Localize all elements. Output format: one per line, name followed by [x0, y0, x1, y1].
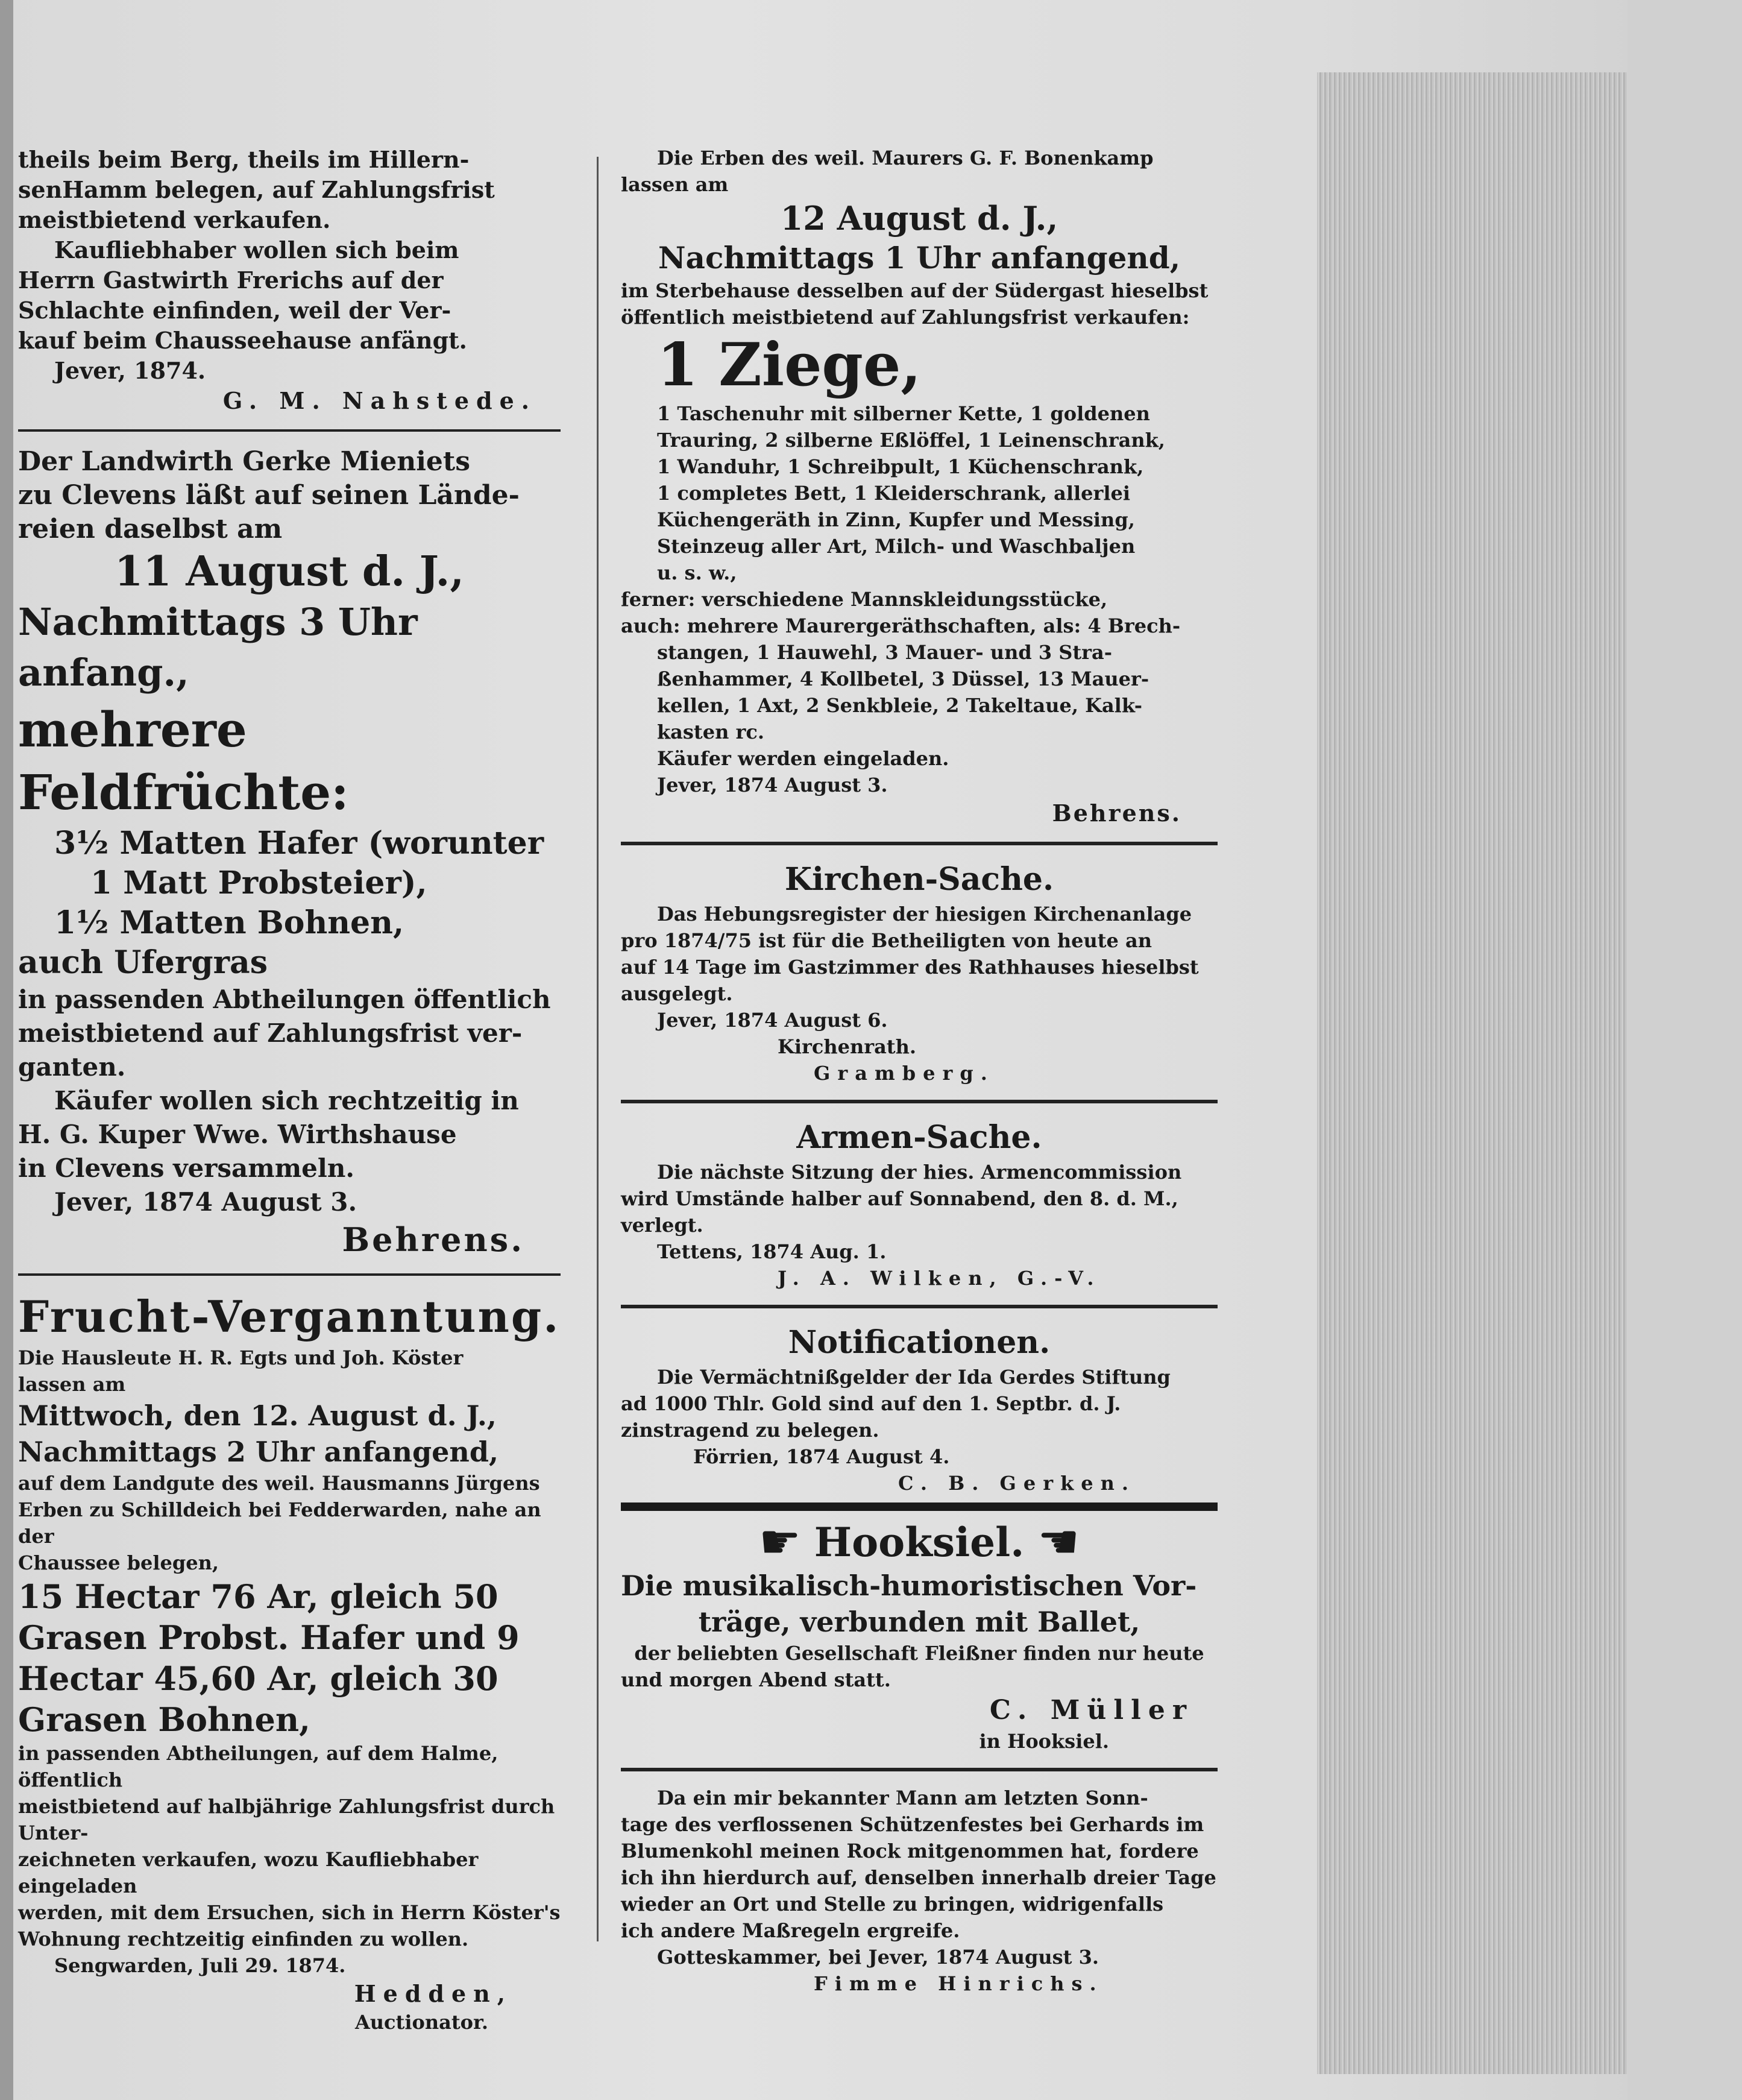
ad-signer-place: in Hooksiel. [979, 1730, 1109, 1753]
ad-item: 1 Taschenuhr mit silberner Kette, 1 goldenen [657, 402, 1150, 425]
text-line: lassen am [18, 1373, 126, 1396]
book-gutter-left [0, 0, 13, 2100]
ad-item: u. s. w., [657, 561, 737, 584]
ad-separator [621, 1305, 1218, 1308]
hooksiel-heading-row [621, 1517, 1218, 1568]
book-margin-right [1627, 0, 1742, 2100]
book-page-edges [1317, 72, 1630, 2074]
ad-hinrichs [621, 1785, 1218, 1997]
ad-item: Grasen Probst. Hafer und 9 [18, 1618, 520, 1657]
text-line: Die Hausleute H. R. Egts und Joh. Köster [18, 1346, 464, 1369]
pointing-hand-left-icon: ☚ [1037, 1515, 1080, 1569]
ad-heading: Frucht-Verganntung. [18, 1291, 561, 1342]
text-line: Die Vermächtnißgelder der Ida Gerdes Stiftung [657, 1366, 1171, 1389]
text-line: zu Clevens läßt auf seinen Lände- [18, 480, 520, 511]
ad-frucht-verganntung [18, 1289, 561, 2035]
text-line: in passenden Abtheilungen öffentlich [18, 985, 551, 1014]
ad-signer: Gramberg. [814, 1062, 995, 1085]
text-line: in passenden Abtheilungen, auf dem Halme, öffentlich [18, 1742, 498, 1791]
ad-place-date: Gotteskammer, bei Jever, 1874 August 3. [657, 1946, 1099, 1969]
text-line: zeichneten verkaufen, wozu Kaufliebhaber eingeladen [18, 1848, 479, 1897]
text-line: senHamm belegen, auf Zahlungsfrist [18, 176, 495, 203]
ad-armen-sache [621, 1117, 1218, 1291]
text-line: wieder an Ort und Stelle zu bringen, widrigenfalls [621, 1893, 1164, 1916]
text-line: ßenhammer, 4 Kollbetel, 3 Düssel, 13 Mauer- [657, 667, 1149, 690]
ad-kirchen-sache [621, 859, 1218, 1086]
text-line: im Sterbehause desselben auf der Südergast hieselbst [621, 279, 1209, 302]
ad-heading: Hooksiel. [814, 1519, 1025, 1566]
ad-signer-role: Auctionator. [354, 2011, 488, 2034]
ad-signer: C. B. Gerken. [898, 1472, 1136, 1495]
text-line: zinstragend zu belegen. [621, 1419, 879, 1442]
ad-place-date: Jever, 1874 August 3. [54, 1187, 357, 1217]
text-line: auf 14 Tage im Gastzimmer des Rathhauses hieselbst [621, 956, 1199, 979]
ad-item: Grasen Bohnen, [18, 1700, 310, 1739]
ad-signer: Fimme Hinrichs. [814, 1972, 1104, 1995]
ad-item: Steinzeug aller Art, Milch- und Waschbaljen [657, 535, 1136, 558]
text-line: lassen am [621, 173, 729, 196]
text-line: und morgen Abend statt. [621, 1668, 891, 1691]
text-line: stangen, 1 Hauwehl, 3 Mauer- und 3 Stra- [657, 641, 1113, 664]
text-line: der beliebten Gesellschaft Fleißner finden nur heute [634, 1642, 1204, 1665]
ad-bonenkamp [621, 145, 1218, 828]
ad-item: 1 completes Bett, 1 Kleiderschrank, allerlei [657, 482, 1131, 505]
ad-heading: Kirchen-Sache. [784, 861, 1054, 898]
ad-mieniets [18, 445, 561, 1260]
ad-headline: 1 Ziege, [657, 330, 922, 400]
text-line: ich ihn hierdurch auf, denselben innerhalb dreier Tage [621, 1866, 1216, 1889]
ad-separator [18, 1273, 561, 1276]
text-line: meistbietend auf halbjährige Zahlungsfrist durch Unter- [18, 1795, 555, 1844]
pointing-hand-right-icon: ☛ [758, 1515, 801, 1569]
text-line: Die nächste Sitzung der hies. Armencommission [657, 1161, 1182, 1184]
ad-item: 1 Matt Probsteier), [90, 865, 427, 901]
ad-notificationen [621, 1322, 1218, 1496]
text-line: auch: mehrere Maurergeräthschaften, als: 4 Brech- [621, 614, 1181, 637]
ad-item: 1½ Matten Bohnen, [54, 904, 404, 941]
text-line: tage des verflossenen Schützenfestes bei Gerhards im [621, 1813, 1204, 1836]
text-line: Da ein mir bekannter Mann am letzten Sonn- [657, 1786, 1148, 1809]
right-column [621, 145, 1218, 1997]
ad-time: Nachmittags 3 Uhr anfang., [18, 600, 418, 695]
ad-time: Nachmittags 2 Uhr anfangend, [18, 1436, 499, 1468]
ad-item: 1 Wanduhr, 1 Schreibpult, 1 Küchenschrank, [657, 455, 1144, 478]
ad-separator [621, 842, 1218, 845]
text-line: ich andere Maßregeln ergreife. [621, 1919, 960, 1942]
ad-date: Mittwoch, den 12. August d. J., [18, 1399, 497, 1432]
ad-signer: Behrens. [1052, 799, 1181, 827]
text-line: in Clevens versammeln. [18, 1153, 354, 1183]
text-line: Schlachte einfinden, weil der Ver- [18, 297, 451, 324]
text-line: wird Umstände halber auf Sonnabend, den 8. d. M., [621, 1187, 1178, 1210]
ad-separator [621, 1768, 1218, 1771]
ad-date: 12 August d. J., [780, 199, 1058, 238]
text-line: kellen, 1 Axt, 2 Senkbleie, 2 Takeltaue, Kalk- [657, 694, 1142, 717]
ad-council: Kirchenrath. [778, 1035, 916, 1058]
ad-place-date: Tettens, 1874 Aug. 1. [657, 1240, 887, 1263]
ad-heading: Armen-Sache. [796, 1119, 1042, 1156]
text-line: H. G. Kuper Wwe. Wirthshause [18, 1120, 457, 1149]
ad-separator-heavy [621, 1502, 1218, 1511]
ad-subject: mehrere Feldfrüchte: [18, 701, 349, 821]
text-line: ganten. [18, 1052, 126, 1082]
text-line: pro 1874/75 ist für die Betheiligten von heute an [621, 929, 1152, 952]
ad-item: 3½ Matten Hafer (worunter [54, 825, 544, 862]
ad-item: Küchengeräth in Zinn, Kupfer und Messing, [657, 508, 1135, 531]
ad-signer: J. A. Wilken, G.-V. [778, 1267, 1101, 1290]
text-line: Herrn Gastwirth Frerichs auf der [18, 266, 444, 294]
text-line: kasten rc. [657, 720, 764, 743]
text-line: meistbietend verkaufen. [18, 206, 331, 233]
text-line: öffentlich meistbietend auf Zahlungsfrist verkaufen: [621, 306, 1190, 329]
text-line: Kaufliebhaber wollen sich beim [54, 236, 459, 263]
ad-item: Hectar 45,60 Ar, gleich 30 [18, 1659, 498, 1698]
text-line: ausgelegt. [621, 982, 733, 1005]
left-column [18, 145, 561, 2035]
text-line: Käufer wollen sich rechtzeitig in [54, 1086, 519, 1115]
text-line: Blumenkohl meinen Rock mitgenommen hat, fordere [621, 1840, 1199, 1862]
text-line: Käufer werden eingeladen. [657, 747, 949, 770]
ad-separator [18, 429, 561, 432]
ad-signer: G. M. Nahstede. [222, 387, 536, 414]
ad-signer: C. Müller [989, 1695, 1193, 1726]
text-line: auf dem Landgute des weil. Hausmanns Jürgens [18, 1472, 540, 1495]
ad-signer: Hedden, [354, 1980, 512, 2007]
text-line: Erben zu Schilldeich bei Fedderwarden, nahe an der [18, 1498, 541, 1548]
ad-date: 11 August d. J., [115, 547, 464, 596]
text-line: verlegt. [621, 1214, 703, 1237]
ad-place-date: Jever, 1874. [54, 357, 206, 384]
text-line: theils beim Berg, theils im Hillern- [18, 146, 470, 173]
text-line: Die Erben des weil. Maurers G. F. Bonenkamp [657, 147, 1154, 169]
column-divider [597, 157, 599, 1941]
text-line: Das Hebungsregister der hiesigen Kirchenanlage [657, 903, 1192, 925]
ad-hooksiel [621, 1517, 1218, 1755]
ad-separator [621, 1100, 1218, 1103]
text-line: Wohnung rechtzeitig einfinden zu wollen. [18, 1928, 469, 1950]
text-line: Der Landwirth Gerke Mieniets [18, 446, 471, 477]
ad-item: auch Ufergras [18, 944, 268, 981]
text-line: reien daselbst am [18, 514, 283, 544]
ad-place-date: Jever, 1874 August 6. [657, 1009, 888, 1032]
text-line: kauf beim Chausseehause anfängt. [18, 327, 467, 354]
ad-signer: Behrens. [342, 1220, 524, 1259]
ad-nahstede [18, 145, 561, 416]
ad-place-date: Förrien, 1874 August 4. [693, 1445, 950, 1468]
ad-subheading: träge, verbunden mit Ballet, [698, 1606, 1140, 1638]
text-line: ad 1000 Thlr. Gold sind auf den 1. Septbr. d. J. [621, 1392, 1121, 1415]
ad-subheading: Die musikalisch-humoristischen Vor- [621, 1569, 1197, 1602]
text-line: ferner: verschiedene Mannskleidungsstücke, [621, 588, 1108, 611]
ad-place-date: Sengwarden, Juli 29. 1874. [54, 1954, 346, 1977]
ad-heading: Notificationen. [788, 1324, 1051, 1361]
ad-item: 15 Hectar 76 Ar, gleich 50 [18, 1577, 498, 1616]
text-line: werden, mit dem Ersuchen, sich in Herrn Köster's [18, 1901, 561, 1924]
ad-place-date: Jever, 1874 August 3. [657, 774, 888, 796]
ad-item: Trauring, 2 silberne Eßlöffel, 1 Leinenschrank, [657, 429, 1165, 452]
text-line: Chaussee belegen, [18, 1551, 219, 1574]
text-line: meistbietend auf Zahlungsfrist ver- [18, 1018, 523, 1048]
ad-time: Nachmittags 1 Uhr anfangend, [658, 240, 1181, 276]
